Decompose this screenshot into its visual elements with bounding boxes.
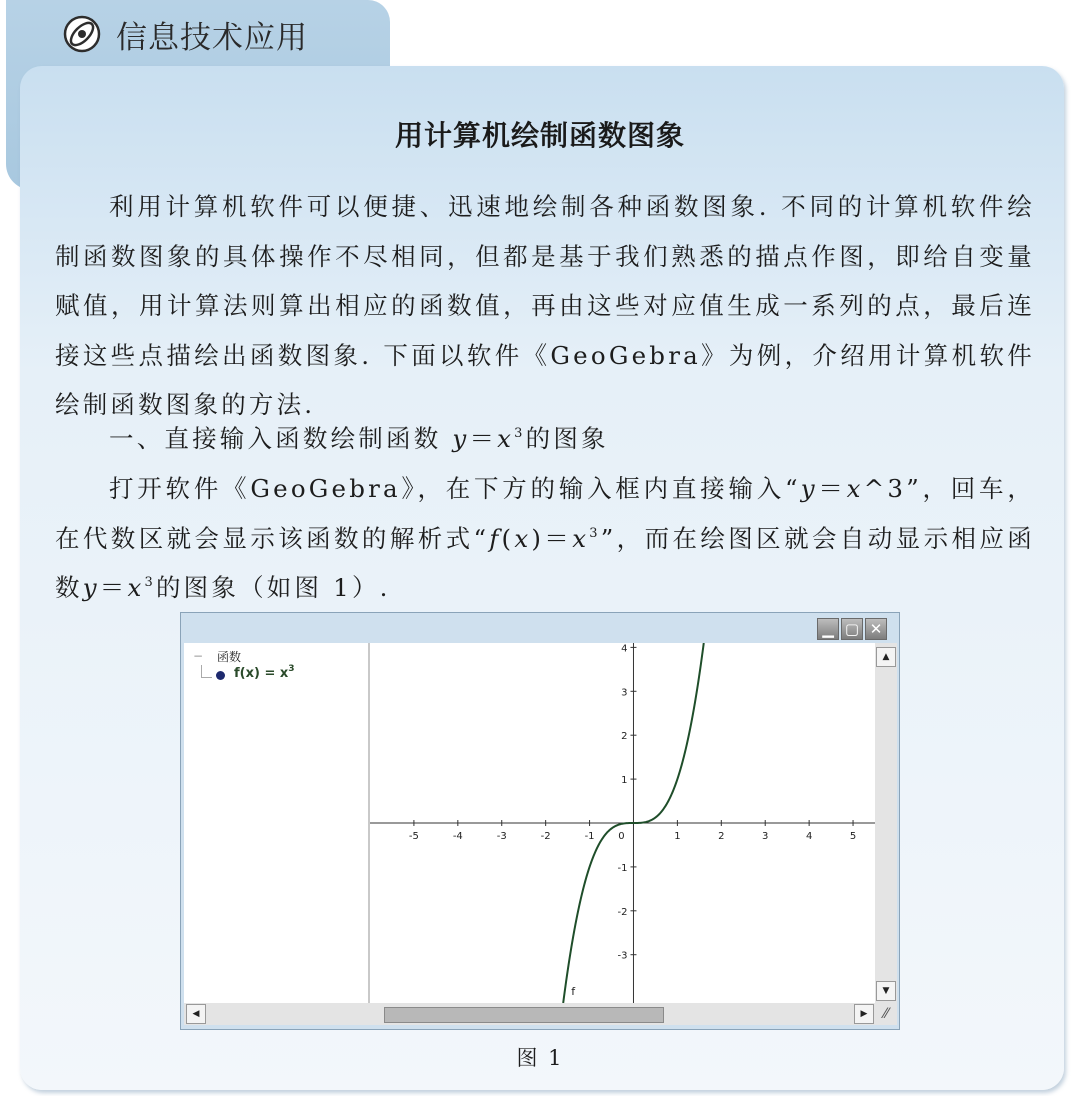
x-tick-label: 5 bbox=[849, 831, 857, 842]
x-tick-label: -1 bbox=[584, 831, 595, 842]
resize-grip-icon[interactable]: ⁄⁄ bbox=[875, 1003, 897, 1025]
step1-prefix: 一、直接输入函数绘制函数 bbox=[109, 424, 453, 453]
intro-paragraph: 利用计算机软件可以便捷、迅速地绘制各种函数图象. 不同的计算机软件绘制函数图象的具体操作不尽相同，但都是基于我们熟悉的描点作图，即给自变量赋值，用计算法则算出相应的函数值，再由这些对应值生成一系列的点，最后连接这些点描绘出函数图象. 下面以软件《GeoGebra》为例，介绍用计算机软件绘制函数图象的方法. bbox=[55, 192, 1035, 419]
fx-x: x bbox=[514, 523, 532, 553]
figure-caption: 图 1 bbox=[516, 1046, 564, 1070]
t1: 打开软件《GeoGebra》，在下方的输入框内直接输入“ bbox=[109, 474, 801, 503]
function-plot bbox=[370, 643, 875, 1003]
fx-rhs: x bbox=[572, 523, 590, 553]
t4: 的图象（如图 1）. bbox=[155, 573, 391, 602]
minimize-icon[interactable]: ▁ bbox=[817, 618, 839, 640]
input-eq: ＝ bbox=[817, 474, 847, 503]
y-tick-label: 3 bbox=[621, 687, 628, 699]
globe-cursor-icon bbox=[62, 14, 102, 54]
horizontal-scrollbar[interactable] bbox=[184, 1003, 875, 1025]
algebra-function[interactable] bbox=[234, 666, 295, 681]
x-tick-label: -3 bbox=[496, 831, 507, 842]
step1-heading bbox=[55, 414, 1035, 464]
x-tick-label: 0 bbox=[618, 831, 625, 842]
x-tick-label: 2 bbox=[718, 831, 725, 842]
step1-eq: ＝ bbox=[469, 424, 498, 453]
y-tick-label: -2 bbox=[617, 906, 628, 918]
input-rest: ^3 bbox=[863, 474, 907, 503]
scroll-down-icon[interactable]: ▼ bbox=[876, 981, 896, 1001]
tree-connector bbox=[201, 665, 212, 678]
collapse-toggle[interactable]: − bbox=[193, 649, 204, 663]
step1-var-y: y bbox=[452, 424, 470, 453]
step1-exp: 3 bbox=[514, 426, 526, 441]
function-exp: 3 bbox=[288, 664, 295, 674]
t-y: y bbox=[82, 573, 100, 602]
close-icon[interactable]: ✕ bbox=[865, 618, 887, 640]
x-tick-label: -5 bbox=[408, 831, 419, 842]
fx-open: ( bbox=[501, 523, 515, 553]
input-x: x bbox=[846, 474, 864, 503]
vertical-scrollbar[interactable] bbox=[875, 643, 897, 1003]
page-heading: 用计算机绘制函数图象 bbox=[394, 119, 685, 152]
scroll-thumb[interactable] bbox=[384, 1007, 664, 1023]
scroll-left-icon[interactable]: ◀ bbox=[186, 1004, 206, 1024]
t-x: x bbox=[127, 573, 145, 602]
graphics-view[interactable] bbox=[370, 643, 875, 1003]
algebra-view bbox=[184, 643, 370, 1003]
algebra-group-label: 函数 bbox=[217, 650, 242, 664]
curve-label: f bbox=[571, 985, 576, 998]
fx-f: f bbox=[489, 523, 502, 553]
scroll-right-icon[interactable]: ▶ bbox=[854, 1004, 874, 1024]
window-title-bar bbox=[181, 613, 899, 643]
step1-var-x: x bbox=[497, 424, 515, 453]
x-tick-label: 4 bbox=[805, 831, 813, 842]
t-exp: 3 bbox=[144, 575, 156, 590]
scroll-up-icon[interactable]: ▲ bbox=[876, 647, 896, 667]
step1-suffix: 的图象 bbox=[525, 424, 609, 453]
y-tick-label: 1 bbox=[621, 775, 628, 787]
visibility-dot-icon[interactable] bbox=[216, 671, 225, 680]
geogebra-window bbox=[180, 612, 900, 1030]
t-eq: ＝ bbox=[99, 573, 128, 602]
maximize-icon[interactable]: ▢ bbox=[841, 618, 863, 640]
x-tick-label: -2 bbox=[540, 831, 551, 842]
y-tick-label: 2 bbox=[621, 731, 628, 743]
y-tick-label: 4 bbox=[621, 643, 628, 655]
x-tick-label: -4 bbox=[452, 831, 463, 842]
fx-exp: 3 bbox=[589, 525, 601, 541]
y-tick-label: -1 bbox=[617, 862, 628, 874]
input-y: y bbox=[800, 474, 818, 503]
function-lhs: f(x) = x bbox=[234, 666, 289, 681]
x-tick-label: 1 bbox=[674, 831, 681, 842]
t3: ”，而在绘图区就会自动显示相应函数 bbox=[55, 523, 1035, 602]
x-tick-label: 3 bbox=[762, 831, 769, 842]
section-title: 信息技术应用 bbox=[116, 20, 308, 56]
step1-paragraph bbox=[55, 464, 1035, 613]
fx-close: )＝ bbox=[531, 523, 573, 553]
y-tick-label: -3 bbox=[617, 950, 628, 962]
t2: ”，回车，在代数区就会显示该函数的解析式“ bbox=[55, 474, 1036, 553]
